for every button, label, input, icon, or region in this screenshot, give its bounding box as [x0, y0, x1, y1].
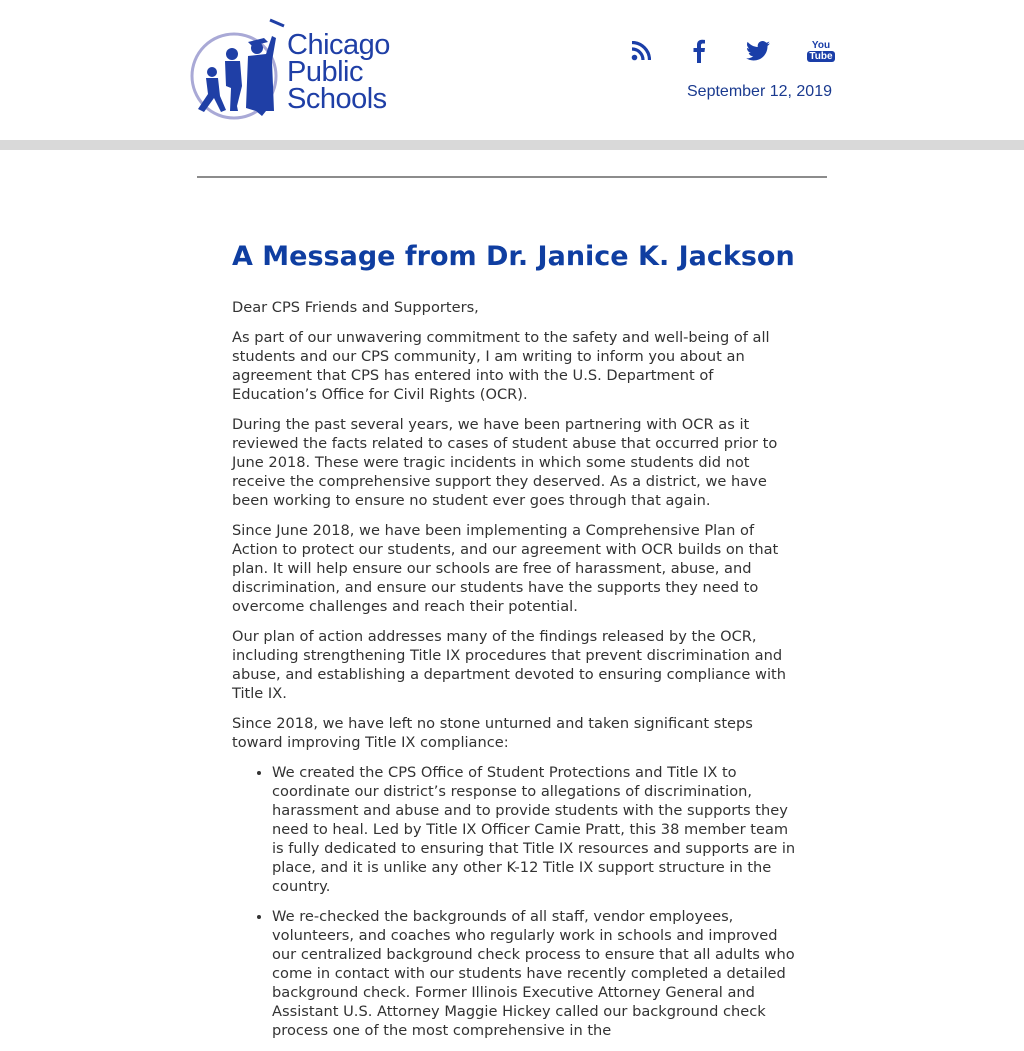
logo-word-chicago: Chicago [287, 29, 390, 61]
content-divider [197, 176, 827, 178]
students-figures-icon [190, 16, 290, 124]
paragraph: During the past several years, we have been partnering with OCR as it reviewed the facts related to cases of student abuse that occurred prior to June 2018. These were tragic incidents in which some students did not receive the comprehensive support they deserved. As a district, we have been working to ensure no student ever goes through that again. [232, 416, 778, 509]
facebook-icon [692, 39, 706, 63]
cps-logo[interactable] [190, 16, 420, 124]
youtube-icon [807, 40, 834, 62]
paragraph: Since 2018, we have left no stone unturned and taken significant steps toward improving Title IX compliance: [232, 715, 753, 751]
youtube-you: You [811, 40, 831, 51]
paragraph: Our plan of action addresses many of the findings released by the OCR, including strengthening Title IX procedures that prevent discrimination and abuse, and establishing a department devoted to ensuring compliance with Title IX. [232, 628, 786, 702]
rss-icon [631, 41, 651, 61]
rss-link[interactable] [628, 38, 654, 64]
article-body [232, 240, 798, 1051]
header-divider-band [0, 140, 1024, 150]
youtube-tube: Tube [809, 51, 833, 62]
newsletter-date: September 12, 2019 [687, 83, 832, 100]
greeting: Dear CPS Friends and Supporters, [232, 299, 479, 316]
email-header [0, 0, 1024, 140]
logo-text [287, 29, 390, 115]
article-title: A Message from Dr. Janice K. Jackson [232, 241, 795, 272]
paragraph: As part of our unwavering commitment to the safety and well-being of all students and our CPS community, I am writing to inform you about an agreement that CPS has entered into with the U.S. Department of Education’s Office for Civil Rights (OCR). [232, 329, 770, 403]
steps-list [232, 763, 798, 1040]
paragraph: Since June 2018, we have been implementing a Comprehensive Plan of Action to protect our students, and our agreement with OCR builds on that plan. It will help ensure our schools are free of harassment, abuse, and discrimination, and ensure our students have the supports they need to overcome challenges and reach their potential. [232, 522, 779, 615]
list-item: • We created the CPS Office of Student Protections and Title IX to coordinate our district’s response to allegations of discrimination, harassment and abuse and to provide students with the supports they need to heal. Led by Title IX Officer Camie Pratt, this 38 member team is fully dedicated to ensuring that Title IX resources and supports are in place, and it is unlike any other K-12 Title IX support structure in the country. [272, 763, 798, 896]
list-item: • We re-checked the backgrounds of all staff, vendor employees, volunteers, and coaches who regularly work in schools and improved our centralized background check process to ensure that all adults who come in contact with our students have recently completed a detailed background check. Former Illinois Executive Attorney General and Assistant U.S. Attorney Maggie Hickey called our background check process one of the most comprehensive in the [272, 907, 798, 1040]
twitter-link[interactable] [744, 38, 772, 64]
twitter-icon [746, 41, 770, 61]
youtube-link[interactable] [808, 38, 834, 64]
logo-word-public: Public [287, 56, 363, 88]
logo-word-schools: Schools [287, 83, 387, 115]
facebook-link[interactable] [688, 38, 710, 64]
